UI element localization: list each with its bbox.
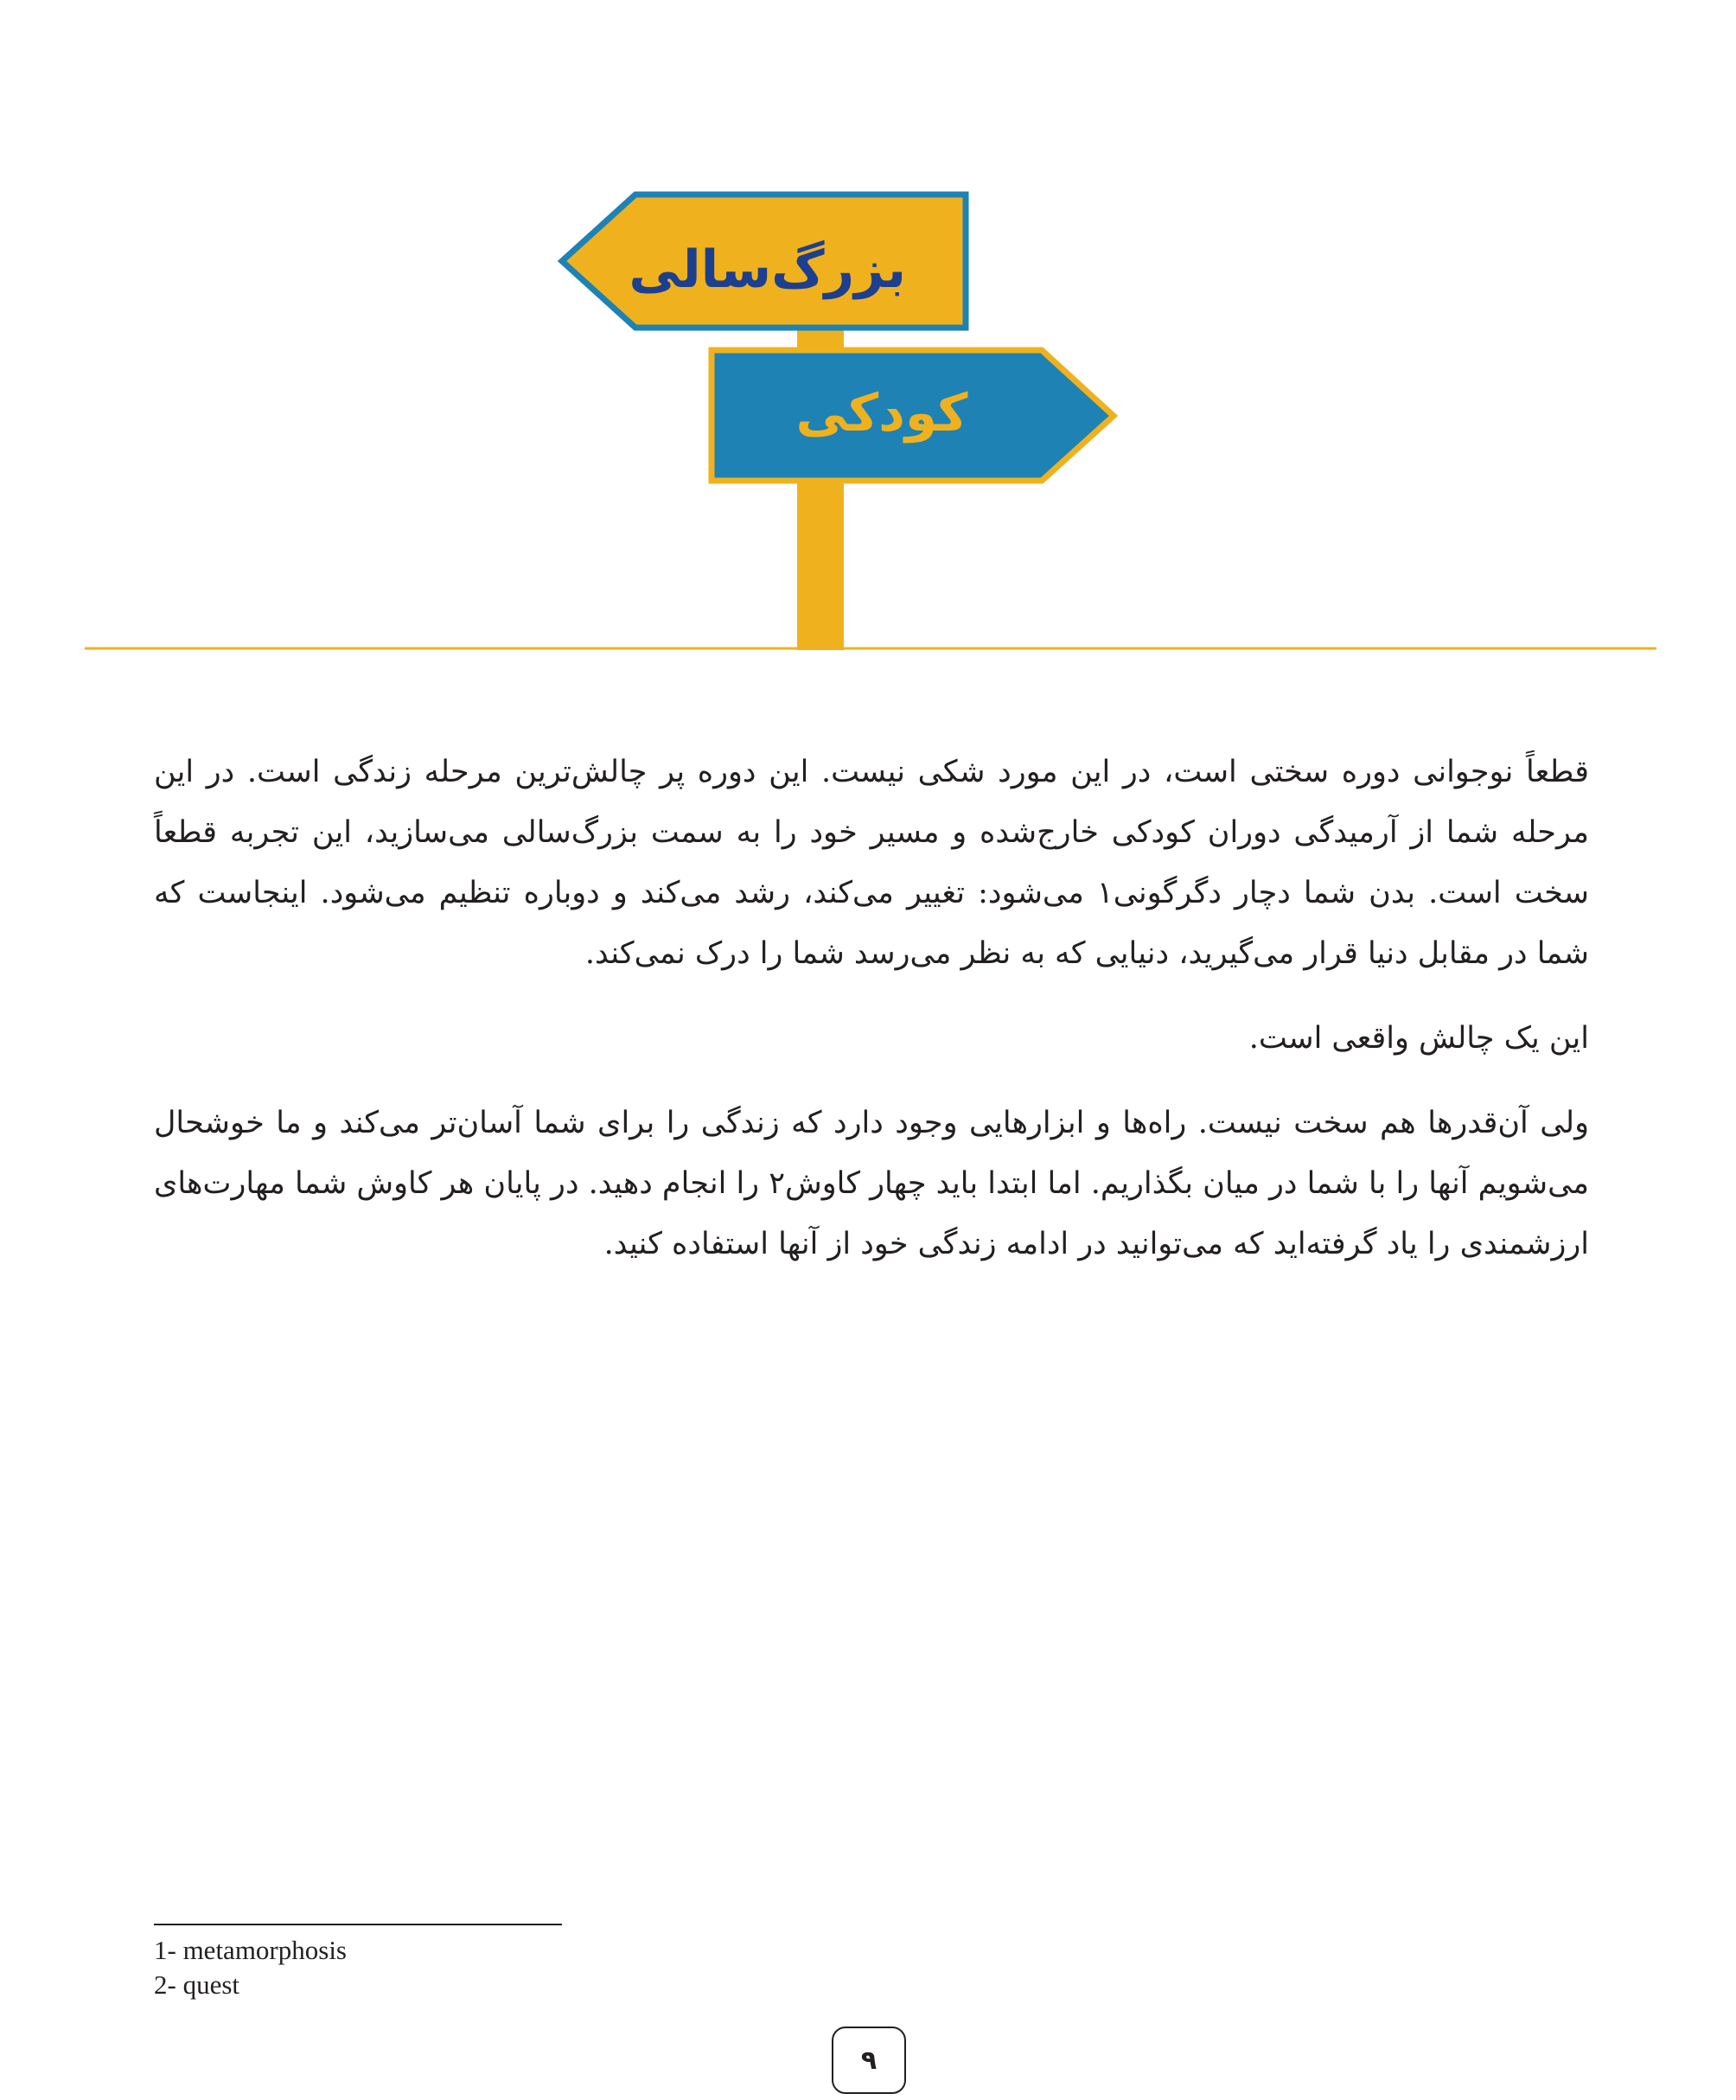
paragraph-challenge: این یک چالش واقعی است. [1248, 1021, 1589, 1056]
footnote-separator [154, 1924, 562, 1925]
page-number: ۹ [832, 2027, 906, 2094]
lower-sign-label: کودکی [795, 383, 968, 444]
footnote-1: 1- metamorphosis [154, 1935, 347, 1965]
upper-sign-label: بزرگ‌سالی [629, 239, 906, 300]
paragraph-quests: ولی آن‌قدرها هم سخت نیست. راه‌ها و ابزارهایی وجود دارد که زندگی را برای شما آسان‌تر می‌کند و ما خوشحال می‌شویم آنها را با شما در میان بگذاریم. اما ابتدا باید چهار کاوش۲ را انجام دهید. در پایان هر کاوش شما مهارت‌های ارزشمندی را یاد گرفته‌اید که می‌توانید در ادامه زندگی خود از آنها استفاده کنید. [154, 1106, 1590, 1261]
footnote-2: 2- quest [154, 1969, 240, 2000]
signpost-illustration [0, 0, 1736, 657]
paragraph-adolescence: قطعاً نوجوانی دوره سختی است، در این مورد شکی نیست. این دوره پر چالش‌ترین مرحله زندگی است. در این مرحله شما از آرمیدگی دوران کودکی خارج‌شده و مسیر خود را به سمت بزرگ‌سالی می‌سازید، این تجربه قطعاً سخت است. بدن شما دچار دگرگونی۱ می‌شود: تغییر می‌کند، رشد می‌کند و دوباره تنظیم می‌شود. اینجاست که شما در مقابل دنیا قرار می‌گیرید، دنیایی که به نظر می‌رسد شما را درک نمی‌کند. [154, 755, 1589, 971]
